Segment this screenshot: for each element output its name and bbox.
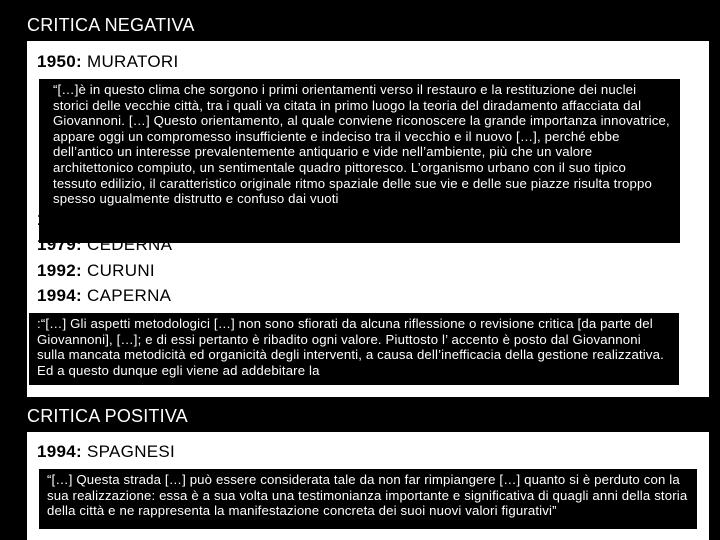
entry-caperna: [37, 285, 171, 307]
entry-year: 1979:: [37, 235, 82, 254]
title-critica-negativa: CRITICA NEGATIVA: [27, 15, 195, 35]
quote-spagnesi: “[…] Questa strada […] può essere considerata tale da non far rimpiangere […] quanto si è perduto con la sua realizzazione: essa è a sua volta una testimonianza importante e significativa di quagli anni della storia della città e ne rappresenta la manifestazione concreta dei suoi nuovi valori figurativi”: [39, 469, 697, 529]
panel-critica-positiva: [27, 432, 709, 540]
entry-year: 1950:: [37, 52, 82, 71]
entry-spagnesi: [37, 441, 175, 463]
entry-curuni: [37, 260, 155, 282]
entry-cederna: [37, 234, 172, 256]
entry-year: 1994:: [37, 442, 82, 461]
title-critica-positiva: CRITICA POSITIVA: [27, 406, 188, 426]
entry-name: CURUNI: [87, 261, 155, 280]
entry-name: CEDERNA: [87, 235, 173, 254]
panel-critica-negativa: [27, 41, 709, 397]
quote-muratori: “[…]è in questo clima che sorgono i primi orientamenti verso il restauro e la restituzione dei nuclei storici delle vecchie città, tra i quali va citata in primo luogo la teoria del diradamento affacciata dal Giovannoni. […] Questo orientamento, al quale conviene riconoscere la grande importanza innovatrice, appare oggi un compromesso insufficiente e indeciso tra il vecchio e il nuovo […], perché ebbe dell’antico un interesse prevalentemente antiquario e vide nell’ambiente, più che un valore architettonico compiuto, un sentimentale quadro pittoresco. L’organismo urbano con il suo tipico tessuto edilizio, il caratteristico originale ritmo spaziale delle sue vie e delle sue piazze risulta troppo spesso ugualmente distrutto e confuso dai vuoti: [39, 79, 680, 243]
entry-year: 1994:: [37, 286, 82, 305]
entry-muratori: [37, 51, 179, 73]
entry-name: APOLLONI GHETTI: [86, 210, 243, 229]
entry-name: CAPERNA: [87, 286, 172, 305]
entry-year: 1992:: [37, 261, 82, 280]
quote-caperna: :“[…] Gli aspetti metodologici […] non sono sfiorati da alcuna riflessione o revisione critica [da parte del Giovannoni], […]; e di essi pertanto è ribadito ogni valore. Piuttosto l’ accento è posto dal Giovannoni sulla mancata metodicità ed organicità degli interventi, a causa dell’inefficacia della gestione realizzativa. Ed a questo dunque egli viene ad addebitare la: [29, 313, 679, 385]
entry-name: MURATORI: [87, 52, 179, 71]
entry-name: SPAGNESI: [87, 442, 176, 461]
entry-apolloni-ghetti: [37, 209, 243, 231]
entry-year: 1979:: [37, 210, 82, 229]
